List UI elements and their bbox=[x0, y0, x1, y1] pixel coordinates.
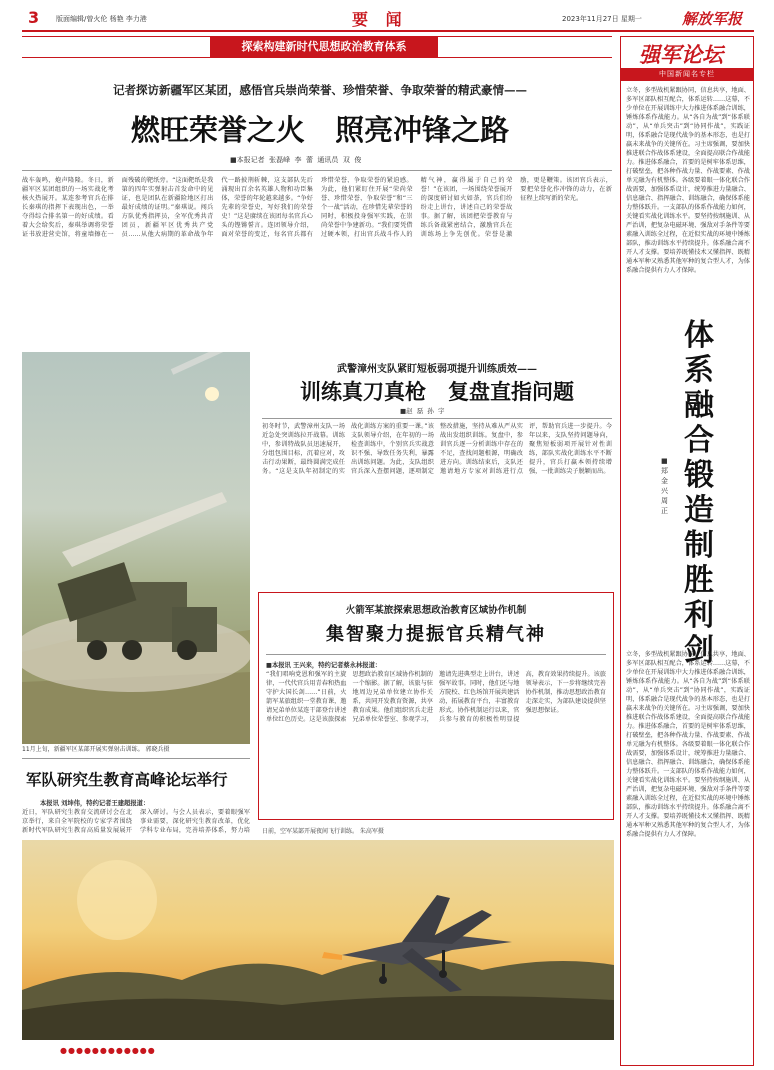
story1-kicker: 记者探访新疆军区某团，感悟官兵崇尚荣誉、珍惜荣誉、争取荣誉的精武豪情—— bbox=[113, 83, 527, 97]
story3-kicker: 火箭军某旅探索思想政治教育区域协作机制 bbox=[345, 605, 527, 616]
story1-rule bbox=[22, 170, 612, 171]
issue-date: 2023年11月27日 星期一 bbox=[562, 15, 642, 23]
story2-byline: ■赵 磊 孙 宇 bbox=[400, 407, 445, 415]
banner-label-bg bbox=[210, 37, 438, 57]
section-title: 要 闻 bbox=[352, 10, 408, 29]
banner-label: 探索构建新时代思想政治教育体系 bbox=[241, 40, 407, 53]
story1-headline: 燃旺荣誉之火 照亮冲锋之路 bbox=[130, 113, 510, 147]
story1-byline: ■本报记者 张磊峰 李 蕾 通讯员 双 俊 bbox=[230, 156, 362, 164]
column-title: 强军论坛 bbox=[639, 42, 723, 67]
footer-dots: ●●●●●●●●●●●● bbox=[60, 1046, 156, 1055]
story2-headline: 训练真刀真枪 复盘直指问题 bbox=[300, 379, 574, 404]
story3-byline: ■本报讯 王兴来，特约记者蔡永林报道： bbox=[266, 662, 382, 669]
story4-top-rule bbox=[22, 758, 250, 759]
story4-byline: 本报讯 刘坤伟，特约记者王建超报道： bbox=[40, 800, 150, 807]
photo1-caption: 11月上旬，新疆军区某部开展实弹射击训练。 郭晓兵摄 bbox=[22, 746, 170, 753]
column-body-top: 立冬，多型战机紧跟协同，信息共享，地面、多军区部队相互配合，体系运转……这幕，不少单位在开展训练中大力推进体系融合训练，锤炼体系作战能力。从“各自为战”到“体系联动”，从“单兵突击”到“协同作战”，实践证明，体系融合是现代战争的基本形态，也是打赢未来战争的关键所在。习主席强调，要加快推进联合作战体系建设，全面提高联合作战能力。推进体系融合，首要的是树牢体系思维，打破壁垒，把各种作战力量、作战要素、作战单元融为有机整体。各级要着眼一体化联合作战需要，加强体系设计，统筹推进力量融合、信息融合、指挥融合、训练融合，确保体系能力整体跃升。一支部队的体系作战能力如何，关键看实战化训练水平。要坚持按纲施训、从严治训，把复杂电磁环境、强敌对手条件等要素融入训练全过程，在近似实战的环境中锤炼部队，推动训练水平持续提升。体系融合离不开人才支撑。要培养既懂技术又懂指挥、既精通本军种又熟悉其他军种的复合型人才，为体系融合提供有力人才保障。 bbox=[626, 87, 750, 274]
story2-kicker: 武警漳州支队紧盯短板弱项提升训练质效—— bbox=[337, 364, 537, 375]
photo-fighter-jet-drawing bbox=[22, 840, 614, 1040]
story2-rule bbox=[262, 418, 612, 419]
photo-fighter-jet bbox=[22, 840, 614, 1040]
page-number: 3 bbox=[28, 8, 40, 27]
masthead-rule bbox=[22, 30, 754, 32]
paper-logo: 解放军报 bbox=[682, 10, 743, 28]
page-editors: 版面编辑/曾火伦 杨艳 李力港 bbox=[56, 15, 147, 23]
story3-headline: 集智聚力提振官兵精气神 bbox=[326, 624, 546, 645]
story3-body: “我们唱响党恩和强军的主旋律，一代代官兵用青春和热血守护大国长剑……”日前，火箭军某旅组织一堂教育课，邀请兄弟单位某连干部登台讲述单位红色历史。这是该旅探索思想政治教育区域协作机制的一个缩影。据了解，该旅与驻地周边兄弟单位建立协作关系，共同开发教育资源，共享教育成果。他们组织官兵走进兄弟单位荣誉室、参观学习，邀请先进典型走上讲台，讲述强军故事。同时，他们还与地方院校、红色场馆开展共建活动，拓展教育平台，丰富教育形式。协作机制运行以来，官兵参与教育的积极性明显提高，教育效果持续提升。该旅领导表示，下一步将继续完善协作机制，推动思想政治教育走深走实，为部队建设提供坚强思想保证。 bbox=[266, 671, 606, 723]
column-body-bottom: 立冬，多型战机紧跟协同，信息共享，地面、多军区部队相互配合，体系运转……这幕，不少单位在开展训练中大力推进体系融合训练，锤炼体系作战能力。从“各自为战”到“体系联动”，从“单兵突击”到“协同作战”，实践证明，体系融合是现代战争的基本形态，也是打赢未来战争的关键所在。习主席强调，要加快推进联合作战体系建设，全面提高联合作战能力。推进体系融合，首要的是树牢体系思维，打破壁垒，把各种作战力量、作战要素、作战单元融为有机整体。各级要着眼一体化联合作战需要，加强体系设计，统筹推进力量融合、信息融合、指挥融合、训练融合，确保体系能力整体跃升。一支部队的体系作战能力如何，关键看实战化训练水平。要坚持按纲施训、从严治训，把复杂电磁环境、强敌对手条件等要素融入训练全过程，在近似实战的环境中锤炼部队，推动训练水平持续提升。体系融合离不开人才支撑。要培养既懂技术又懂指挥、既精通本军种又熟悉其他军种的复合型人才，为体系融合提供有力人才保障。 bbox=[626, 651, 750, 838]
column-subtitle: 中国新闻名专栏 bbox=[659, 70, 715, 78]
column-author: ■郑金兴 周 正 bbox=[661, 457, 668, 515]
photo2-caption: 日前，空军某部开展夜间飞行训练。 朱高军摄 bbox=[262, 828, 384, 835]
photo-rocket-launch bbox=[22, 352, 250, 744]
photo-rocket-launch-drawing bbox=[22, 352, 250, 744]
story2-body: 初冬时节，武警漳州支队一场近急处突训练拉开战幕。训练中，参训特战队员迅速展开，分组包围目标，沉着应对，攻击行动果断，最终圆满完成任务。“这是支队年初制定的实战化训练方案的重要一课。”该支队领导介绍，在年初的一场检查训练中，个别官兵实战意识不强、导致任务失利，暴露出训练问题。为此，支队组织官兵深入查摆问题，逐项制定整改措施，坚持从难从严从实战出发组织训练。复盘中，参训官兵逐一分析训练中存在的不足，查找问题根源，明确改进方向。训练结束后，支队还邀请地方专家对训练进行点评，帮助官兵进一步提升。今年以来，支队坚持问题导向，聚焦短板弱项开展针对性训练，部队实战化训练水平不断提升，官兵打赢本领持续增强，一批训练尖子脱颖而出。 bbox=[262, 423, 612, 475]
column-subtitle-bar bbox=[621, 68, 753, 81]
masthead bbox=[22, 6, 754, 32]
story4-headline: 军队研究生教育高峰论坛举行 bbox=[26, 770, 228, 789]
story1-body: 战车轰鸣，炮声隆隆。冬日，新疆军区某团组织的一场实战化考核火热展开。某连参考官兵在排长秦琪的指挥下表现出色，一举夺得综合排名第一的好成绩。看着大会给奖后，秦琪举调将荣誉证书放进营史馆，将童墙擦在一面残破的靶纸旁。“这面靶纸是我第的四年实弹射击首发命中的见证，也是团队在新疆险地区打出最好成绩的证明。”秦琪说。闯兵方队优秀指挥员，全军优秀共青团员，新疆军区优秀共产党员……从他大病期的革命战争年代一路披荆斩棘，这支部队先后涌现出百余名英雄人物和功臣集体，荣誉的年轮越来越多。“争好先辈的荣誉史，写好我们的荣誉史！”这是赓续在该团每名官兵心头的铿锵誓言。连团领导介绍，面对荣誉的变迁，每名官兵都有珍惜荣誉、争取荣誉的紧迫感。为此，他们紧盯住开展“荣尚荣誉、珍惜荣誉、争取荣誉”和“三个一战”活动，在珍惜先辈荣誉的同时，积极投身强军实践，在崇尚荣誉中争建新功。“我们要凭借过硬本领，打出官兵战斗作人的精气神，赢得属于自己的荣誉！”在该团，一场围绕荣誉展开的深度研讨如火如荼，官兵们纷纷走上讲台，讲述自己的荣誉故事。据了解，该团把荣誉教育与练兵备战紧密结合，激励官兵在训练场上争先创优。荣誉是激励，更是鞭策。该团官兵表示，要把荣誉化作冲锋的动力，在新征程上续写新的荣光。 bbox=[22, 177, 612, 238]
story4-body: 近日，军队研究生教育交流研讨会在北京举行，来自全军院校的专家学者围绕新时代军队研究生教育高质量发展展开深入研讨。与会人员表示，要着眼强军事业需要，深化研究生教育改革，优化学科专业布局，完善培养体系，努力培 bbox=[22, 809, 250, 834]
column-headline: 体系融合锻造制胜利剑 bbox=[684, 318, 714, 668]
story3-rule bbox=[266, 654, 606, 655]
